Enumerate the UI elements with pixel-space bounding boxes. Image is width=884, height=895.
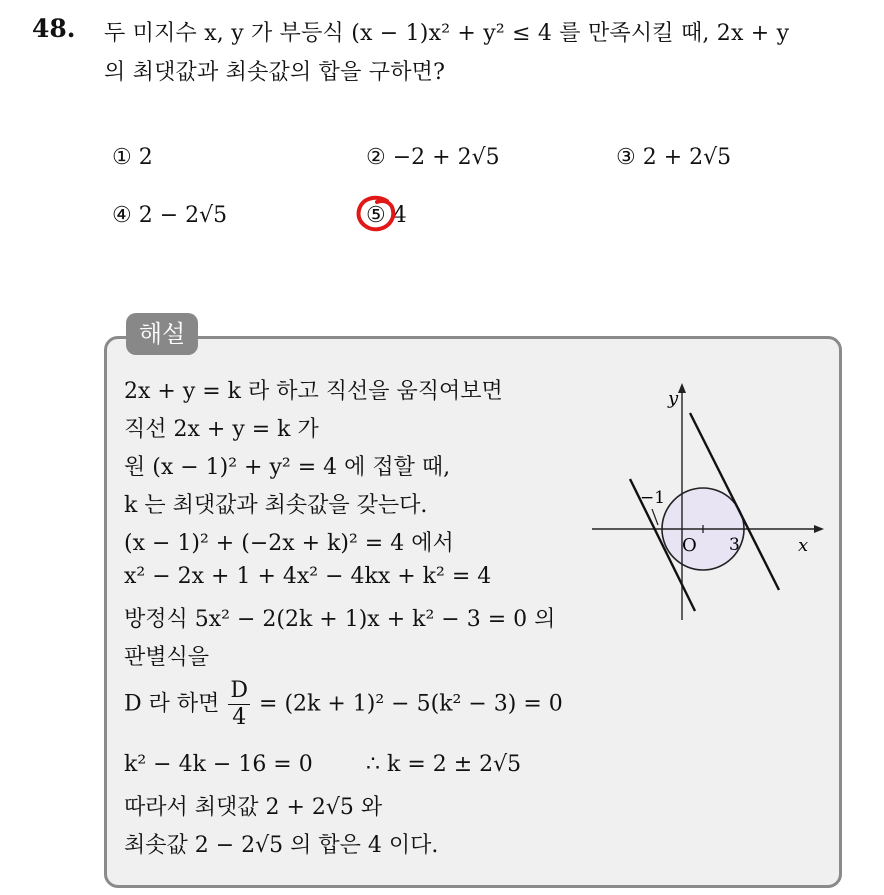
discriminant-suffix: = (2k + 1)² − 5(k² − 3) = 0	[259, 691, 563, 717]
choice-4[interactable]: ④ 2 − 2√5	[112, 203, 228, 228]
y-axis-arrow-icon	[678, 383, 686, 393]
discriminant-line	[124, 680, 563, 729]
three-label: 3	[729, 535, 740, 555]
question-number: 48.	[32, 14, 76, 43]
solution-line-4: k 는 최댓값과 최솟값을 갖는다.	[124, 493, 428, 518]
solution-line-8: 판별식을	[124, 645, 210, 670]
solution-tag: 해설	[126, 313, 198, 355]
x-axis-label: x	[798, 535, 809, 556]
solution-line-2: 직선 2x + y = k 가	[124, 417, 319, 442]
question-text-line-1: 두 미지수 x, y 가 부등식 (x − 1)x² + y² ≤ 4 를 만족시킬 때, 2x + y	[104, 21, 790, 46]
question-text-line-2: 의 최댓값과 최솟값의 합을 구하면?	[104, 60, 446, 85]
choice-5[interactable]: ⑤ 4	[366, 203, 407, 228]
label-pointer	[652, 509, 658, 525]
fraction-numerator: D	[230, 678, 249, 703]
solution-line-5: (x − 1)² + (−2x + k)² = 4 에서	[124, 531, 454, 556]
choice-2[interactable]: ② −2 + 2√5	[366, 145, 500, 170]
max-line: 따라서 최댓값 2 + 2√5 와	[124, 795, 383, 820]
solution-line-3: 원 (x − 1)² + y² = 4 에 접할 때,	[124, 455, 451, 480]
solution-line-7: 방정식 5x² − 2(2k + 1)x + k² − 3 = 0 의	[124, 607, 556, 632]
choice-3[interactable]: ③ 2 + 2√5	[616, 145, 732, 170]
solution-line-1: 2x + y = k 라 하고 직선을 움직여보면	[124, 379, 503, 404]
x-axis-arrow-icon	[814, 525, 824, 533]
y-axis-label: y	[668, 388, 679, 409]
discriminant-prefix: D 라 하면	[124, 691, 220, 717]
k-equation: k² − 4k − 16 = 0	[124, 752, 313, 777]
min-line: 최솟값 2 − 2√5 의 합은 4 이다.	[124, 833, 439, 858]
answer-circle-mark	[354, 193, 400, 235]
minus-one-label: −1	[640, 488, 666, 508]
d-over-4-fraction	[228, 680, 250, 729]
choice-1[interactable]: ① 2	[112, 145, 153, 170]
solution-line-6: x² − 2x + 1 + 4x² − 4kx + k² = 4	[124, 564, 492, 589]
k-result: ∴ k = 2 ± 2√5	[366, 752, 522, 777]
solution-graph	[586, 375, 826, 625]
origin-label: O	[682, 535, 697, 556]
fraction-denominator: 4	[232, 705, 247, 730]
